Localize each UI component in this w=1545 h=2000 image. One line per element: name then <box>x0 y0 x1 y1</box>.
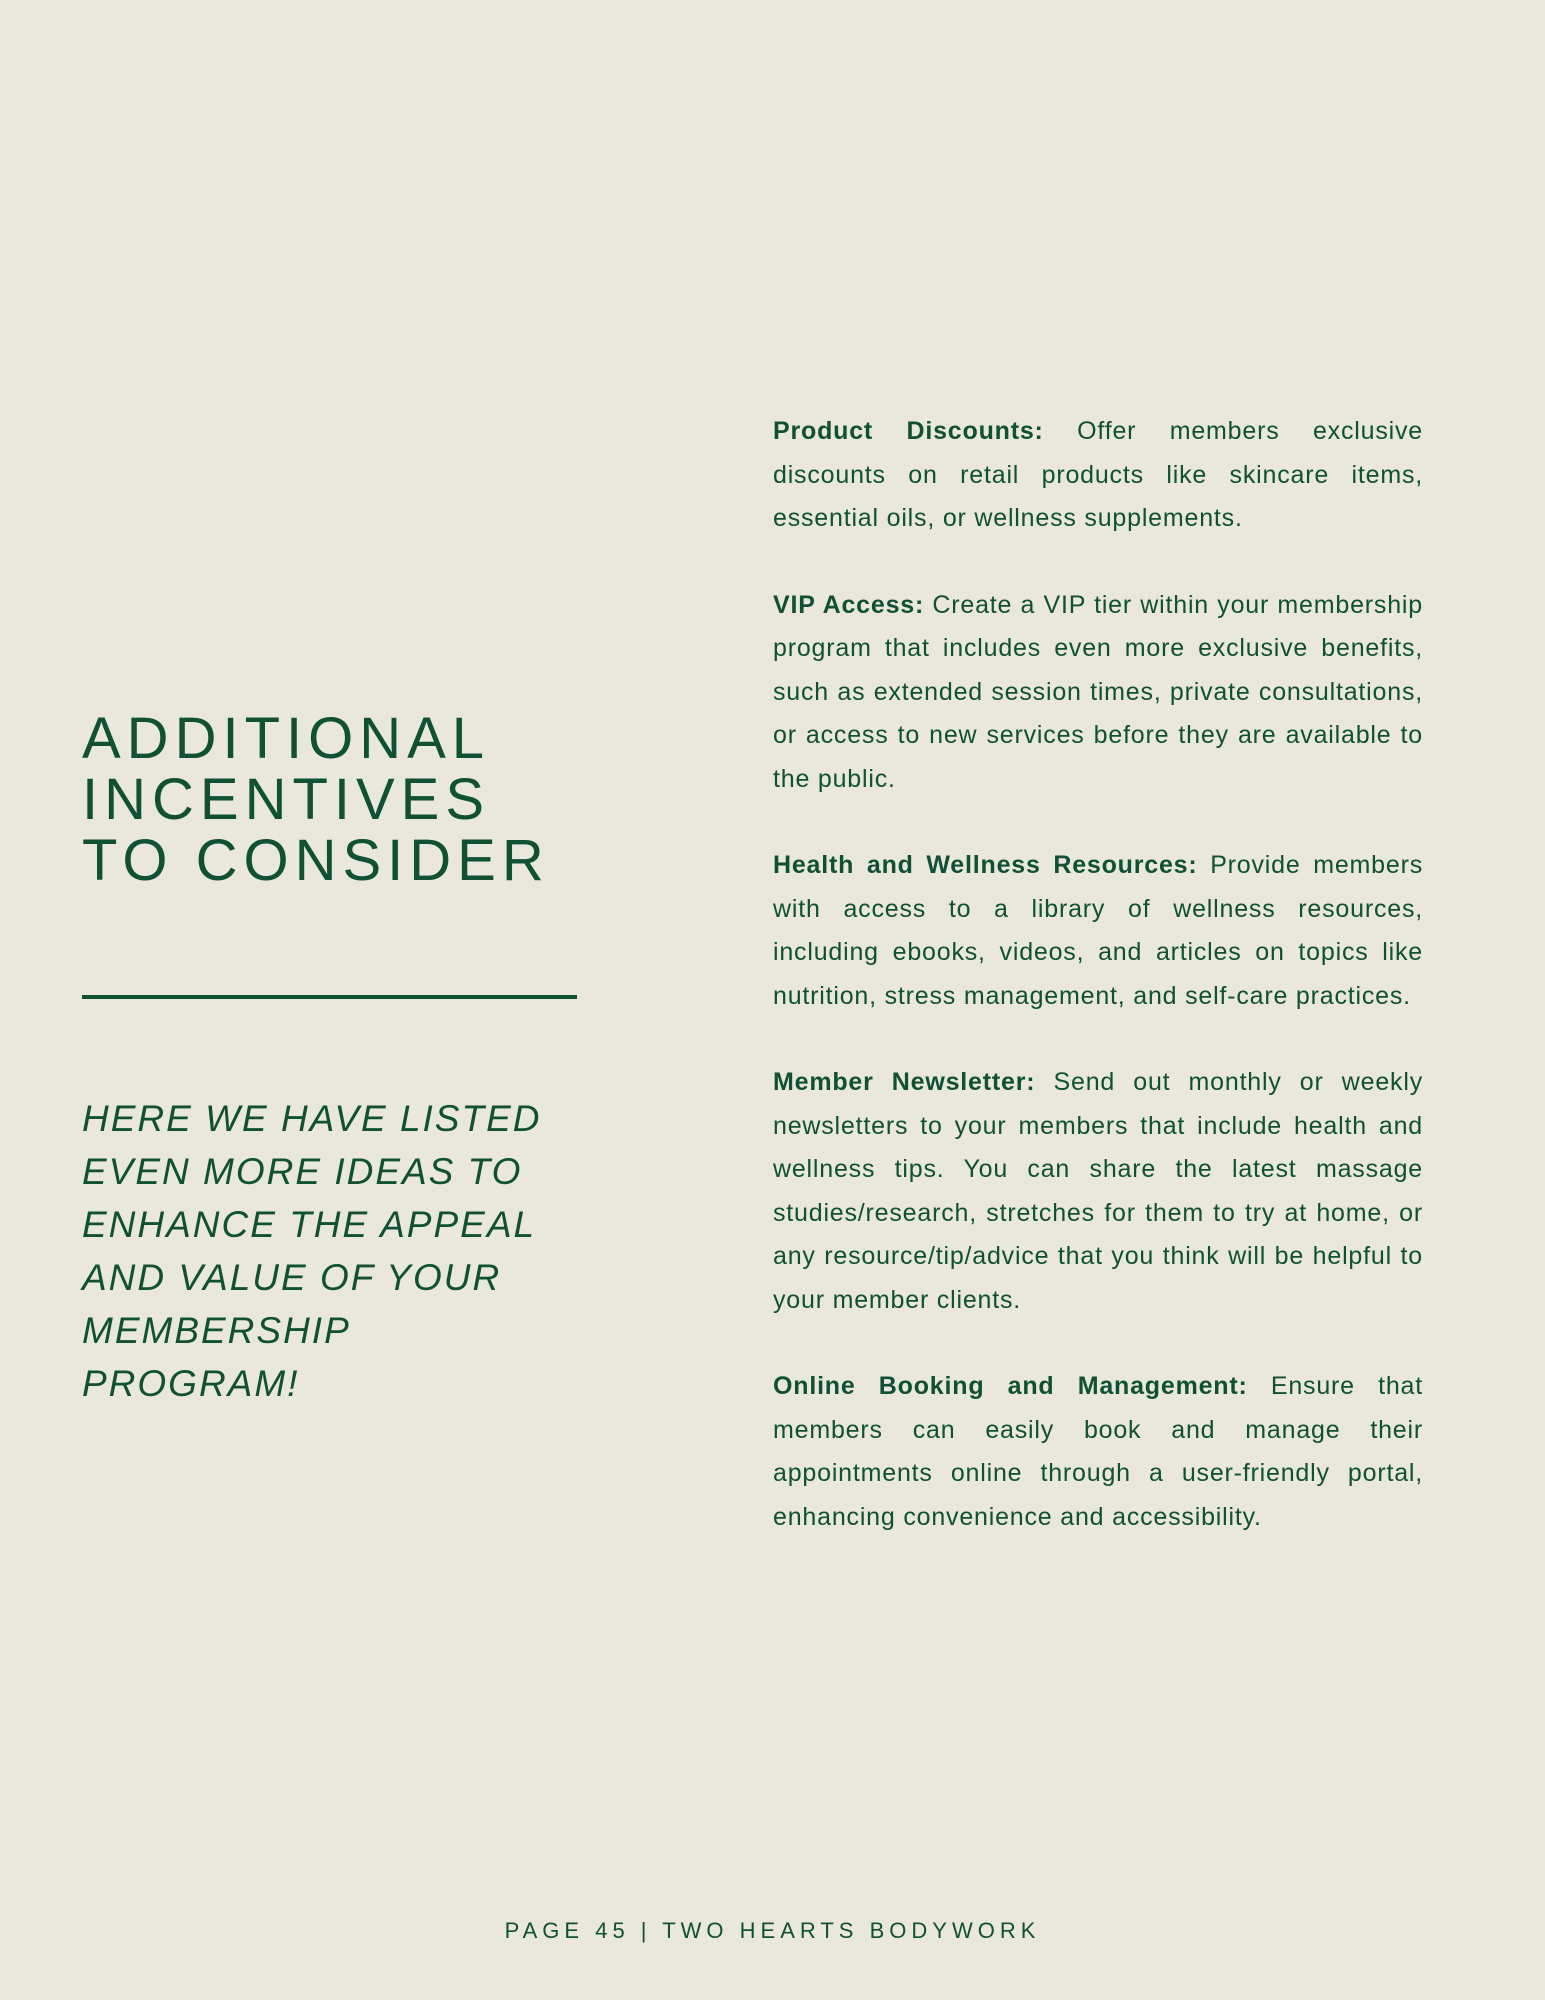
tagline-line: EVEN MORE IDEAS TO <box>82 1151 523 1192</box>
title-line: INCENTIVES <box>82 767 491 832</box>
incentive-label: Online Booking and Management: <box>773 1372 1248 1400</box>
tagline-line: AND VALUE OF YOUR <box>82 1257 502 1298</box>
incentive-item-wellness-resources <box>773 844 1423 1018</box>
title-line: TO CONSIDER <box>82 828 550 893</box>
incentive-item-member-newsletter <box>773 1061 1423 1322</box>
divider-rule <box>82 995 577 999</box>
incentive-text: Create a VIP tier within your membership program that includes even more exclusive benefits, such as extended session times, private consultations, or access to new services before they are available to the public. <box>773 590 1423 793</box>
incentive-item-online-booking <box>773 1365 1423 1539</box>
page-title <box>82 708 602 891</box>
incentive-text: Send out monthly or weekly newsletters to your members that include health and wellness tips. You can share the latest massage studies/research, stretches for them to try at home, or any resource/tip/advice that you think will be helpful to your member clients. <box>773 1068 1423 1314</box>
incentive-text: Ensure that members can easily book and manage their appointments online through a user-friendly portal, enhancing convenience and accessibility. <box>773 1372 1423 1531</box>
incentive-label: VIP Access: <box>773 590 925 619</box>
incentive-item-vip-access <box>773 584 1423 802</box>
tagline-line: PROGRAM! <box>82 1363 300 1404</box>
incentive-label: Health and Wellness Resources: <box>773 851 1198 879</box>
incentive-text: Provide members with access to a library of wellness resources, including ebooks, videos, and articles on topics like nutrition, stress management, and self-care practices. <box>773 851 1424 1010</box>
incentive-label: Member Newsletter: <box>773 1068 1036 1096</box>
tagline-line: MEMBERSHIP <box>82 1310 351 1351</box>
incentive-label: Product Discounts: <box>773 417 1044 445</box>
page-footer: PAGE 45 | TWO HEARTS BODYWORK <box>504 1918 1041 1943</box>
tagline <box>82 1092 602 1410</box>
incentive-text: Offer members exclusive discounts on retail products like skincare items, essential oils, or wellness supplements. <box>773 417 1423 532</box>
title-line: ADDITIONAL <box>82 706 491 771</box>
incentive-item-product-discounts <box>773 410 1423 541</box>
incentive-list <box>773 410 1423 1582</box>
tagline-line: ENHANCE THE APPEAL <box>82 1204 537 1245</box>
tagline-line: HERE WE HAVE LISTED <box>82 1098 542 1139</box>
